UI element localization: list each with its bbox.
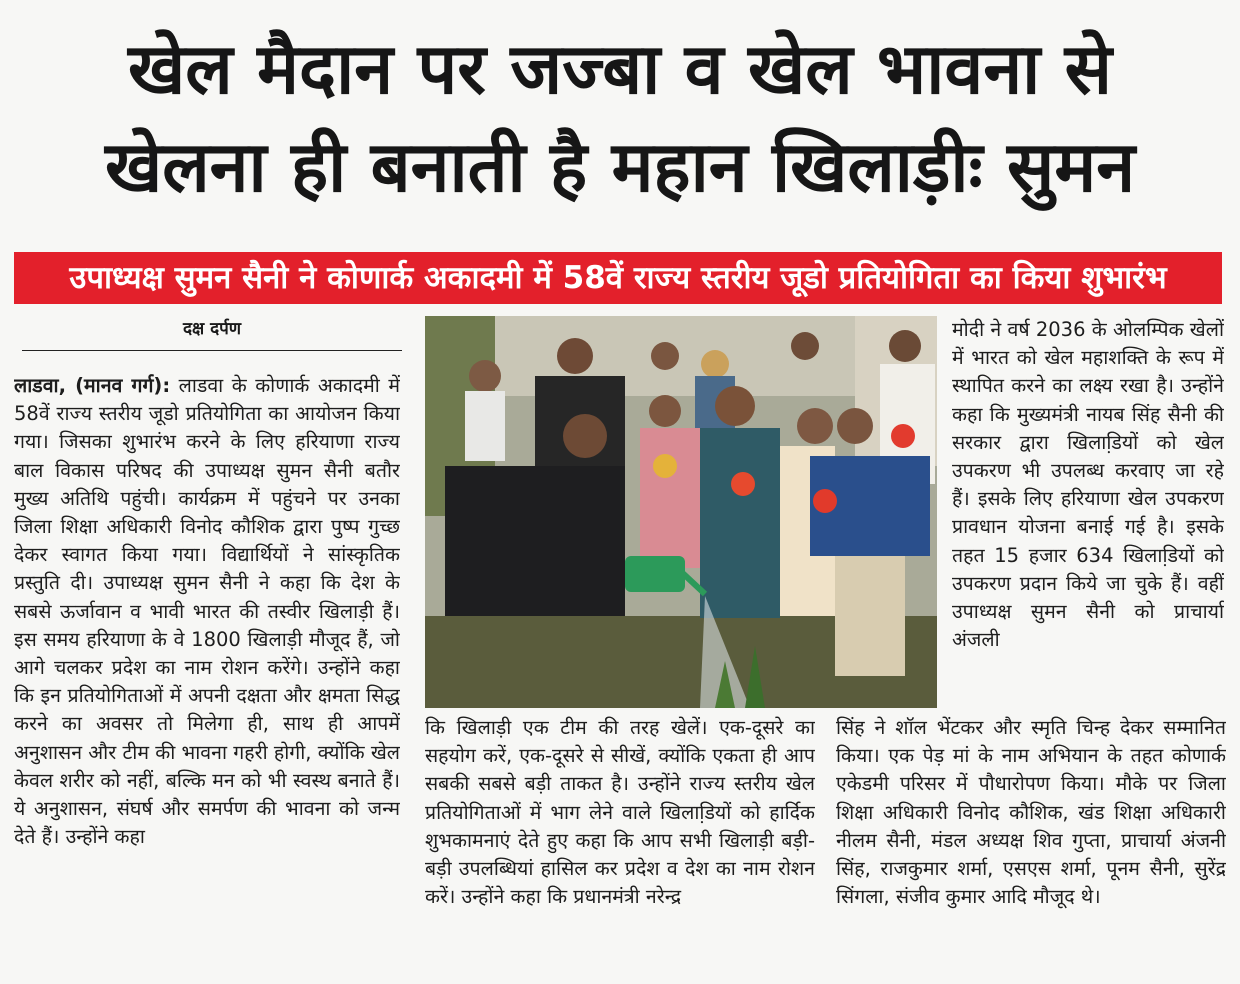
article-column-3-bottom [836, 714, 1226, 976]
byline-rule [22, 350, 402, 351]
article-column-2 [425, 714, 815, 976]
article-column-3-top [952, 316, 1224, 716]
article-text-col1: लाडवा के कोणार्क अकादमी में 58वें राज्य स्तरीय जूडो प्रतियोगिता का आयोजन किया गया। जिसका शुभारंभ करने के लिए हरियाणा राज्य बाल विकास परिषद की उपाध्यक्ष सुमन सैनी बतौर मुख्य अतिथि पहुंची। कार्यक्रम में पहुंचने पर उनका जिला शिक्षा अधिकारी विनोद कौशिक द्वारा पुष्प गुच्छ देकर स्वागत किया गया। विद्यार्थियों ने सांस्कृतिक प्रस्तुति दी। उपाध्यक्ष सुमन सैनी ने कहा कि देश के सबसे ऊर्जावान व भावी भारत की तस्वीर खिलाड़ी हैं। इस समय हरियाणा के वे 1800 खिलाड़ी मौजूद हैं, जो आगे चलकर प्रदेश का नाम रोशन करेंगे। उन्होंने कहा कि इन प्रतियोगिताओं में अपनी दक्षता और क्षमता सिद्ध करने का अवसर तो मिलेगा ही, साथ ही आपमें अनुशासन और टीम की भावना गहरी होगी, क्योंकि खेल केवल शरीर को नहीं, बल्कि मन को भी स्वस्थ बनाते हैं। ये अनुशासन, संघर्ष और समर्पण की भावना को जन्म देते हैं। उन्होंने कहा [14, 374, 400, 849]
headline [0, 20, 1240, 216]
article-column-1 [14, 372, 400, 976]
headline-line-2: खेलना ही बनाती है महान खिलाड़ीः सुमन [104, 126, 1136, 208]
news-photo-illustration [425, 316, 937, 708]
byline-block [22, 318, 402, 351]
headline-line-1: खेल मैदान पर जज्बा व खेल भावना से [128, 28, 1112, 110]
byline: दक्ष दर्पण [182, 319, 242, 339]
news-photo [425, 316, 937, 708]
article-text-col2: कि खिलाड़ी एक टीम की तरह खेलें। एक-दूसरे का सहयोग करें, एक-दूसरे से सीखें, क्योंकि एकता ही आप सबकी सबसे बड़ी ताकत है। उन्होंने राज्य स्तरीय खेल प्रतियोगिताओं में भाग लेने वाले खिलाडि़यों को हार्दिक शुभकामनाएं देते हुए कहा कि आप सभी खिलाड़ी बड़ी-बड़ी उपलब्धियां हासिल कर प्रदेश व देश का नाम रोशन करें। उन्होंने कहा कि प्रधानमंत्री नरेन्द्र [425, 716, 815, 909]
subheadline-strap: उपाध्यक्ष सुमन सैनी ने कोणार्क अकादमी में 58वें राज्य स्तरीय जूडो प्रतियोगिता का किया शुभारंभ [14, 252, 1222, 304]
article-text-col3-bottom: सिंह ने शॉल भेंटकर और स्मृति चिन्ह देकर सम्मानित किया। एक पेड़ मां के नाम अभियान के तहत कोणार्क एकेडमी परिसर में पौधारोपण किया। मौके पर जिला शिक्षा अधिकारी विनोद कौशिक, खंड शिक्षा अधिकारी नीलम सैनी, मंडल अध्यक्ष शिव गुप्ता, प्राचार्या अंजनी सिंह, राजकुमार शर्मा, एसएस शर्मा, पूनम सैनी, सुरेंद्र सिंगला, संजीव कुमार आदि मौजूद थे। [836, 716, 1226, 909]
dateline: लाडवा, (मानव गर्ग): [14, 374, 171, 397]
article-text-col3-top: मोदी ने वर्ष 2036 के ओलम्पिक खेलों में भारत को खेल महाशक्ति के रूप में स्थापित करने का लक्ष्य रखा है। उन्होंने कहा कि मुख्यमंत्री नायब सिंह सैनी की सरकार द्वारा खिलाडि़यों को खेल उपकरण भी उपलब्ध करवाए जा रहे हैं। इसके लिए हरियाणा खेल उपकरण प्रावधान योजना बनाई गई है। इसके तहत 15 हजार 634 खिलाडि़यों को उपकरण प्रदान किये जा चुके हैं। वहीं उपाध्यक्ष सुमन सैनी को प्राचार्या अंजली [952, 318, 1224, 652]
